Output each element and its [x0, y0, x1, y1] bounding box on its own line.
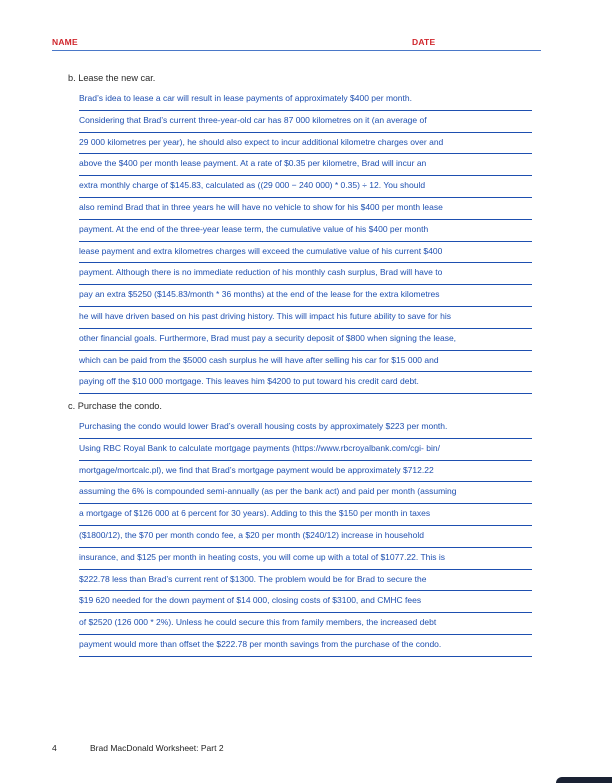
answer-line: insurance, and $125 per month in heating costs, you will come up with a total of $1077.22. This is [79, 548, 532, 570]
corner-tab [556, 777, 612, 783]
section-condo [68, 400, 532, 657]
answer-line: above the $400 per month lease payment. At a rate of $0.35 per kilometre, Brad will incur an [79, 154, 532, 176]
answer-line: ($1800/12), the $70 per month condo fee, a $20 per month ($240/12) increase in household [79, 526, 532, 548]
answer-line: Using RBC Royal Bank to calculate mortgage payments (https://www.rbcroyalbank.com/cgi- bin/ [79, 439, 532, 461]
answer-line: $19 620 needed for the down payment of $14 000, closing costs of $3100, and CMHC fees [79, 591, 532, 613]
answer-line: assuming the 6% is compounded semi-annually (as per the bank act) and paid per month (assuming [79, 482, 532, 504]
answer-line: mortgage/mortcalc.pl), we find that Brad’s mortgage payment would be approximately $712.22 [79, 461, 532, 483]
answer-line: of $2520 (126 000 * 2%). Unless he could secure this from family members, the increased debt [79, 613, 532, 635]
answer-line: payment. Although there is no immediate reduction of his monthly cash surplus, Brad will have to [79, 263, 532, 285]
answer-line: paying off the $10 000 mortgage. This leaves him $4200 to put toward his credit card debt. [79, 372, 532, 394]
answer-line: he will have driven based on his past driving history. This will impact his future ability to save for his [79, 307, 532, 329]
answer-lines [68, 89, 532, 394]
answer-line: other financial goals. Furthermore, Brad must pay a security deposit of $800 when signing the lease, [79, 329, 532, 351]
answer-line: Brad’s idea to lease a car will result in lease payments of approximately $400 per month. [79, 89, 532, 111]
section-lease [68, 72, 532, 394]
header-rule [52, 50, 541, 51]
answer-line: Considering that Brad’s current three-year-old car has 87 000 kilometres on it (an average of [79, 111, 532, 133]
answer-line: also remind Brad that in three years he will have no vehicle to show for his $400 per month lease [79, 198, 532, 220]
page-number: 4 [52, 743, 57, 753]
answer-line: payment. At the end of the three-year lease term, the cumulative value of his $400 per month [79, 220, 532, 242]
answer-line: pay an extra $5250 ($145.83/month * 36 months) at the end of the lease for the extra kilometres [79, 285, 532, 307]
answer-line: $222.78 less than Brad’s current rent of $1300. The problem would be for Brad to secure the [79, 570, 532, 592]
footer-title: Brad MacDonald Worksheet: Part 2 [90, 743, 224, 753]
answer-line: Purchasing the condo would lower Brad’s overall housing costs by approximately $223 per month. [79, 417, 532, 439]
section-title: b. Lease the new car. [68, 73, 156, 83]
date-label: DATE [412, 37, 436, 47]
answer-line: 29 000 kilometres per year), he should also expect to incur additional kilometre charges over and [79, 133, 532, 155]
answer-line: extra monthly charge of $145.83, calculated as ((29 000 − 240 000) * 0.35) ÷ 12. You should [79, 176, 532, 198]
section-title: c. Purchase the condo. [68, 401, 162, 411]
answer-line: lease payment and extra kilometres charges will exceed the cumulative value of his current $400 [79, 242, 532, 264]
name-label: NAME [52, 37, 78, 47]
answer-lines [68, 417, 532, 657]
answer-line: a mortgage of $126 000 at 6 percent for 30 years). Adding to this the $150 per month in taxes [79, 504, 532, 526]
answer-line: which can be paid from the $5000 cash surplus he will have after selling his car for $15 000 and [79, 351, 532, 373]
answer-line: payment would more than offset the $222.78 per month savings from the purchase of the condo. [79, 635, 532, 657]
